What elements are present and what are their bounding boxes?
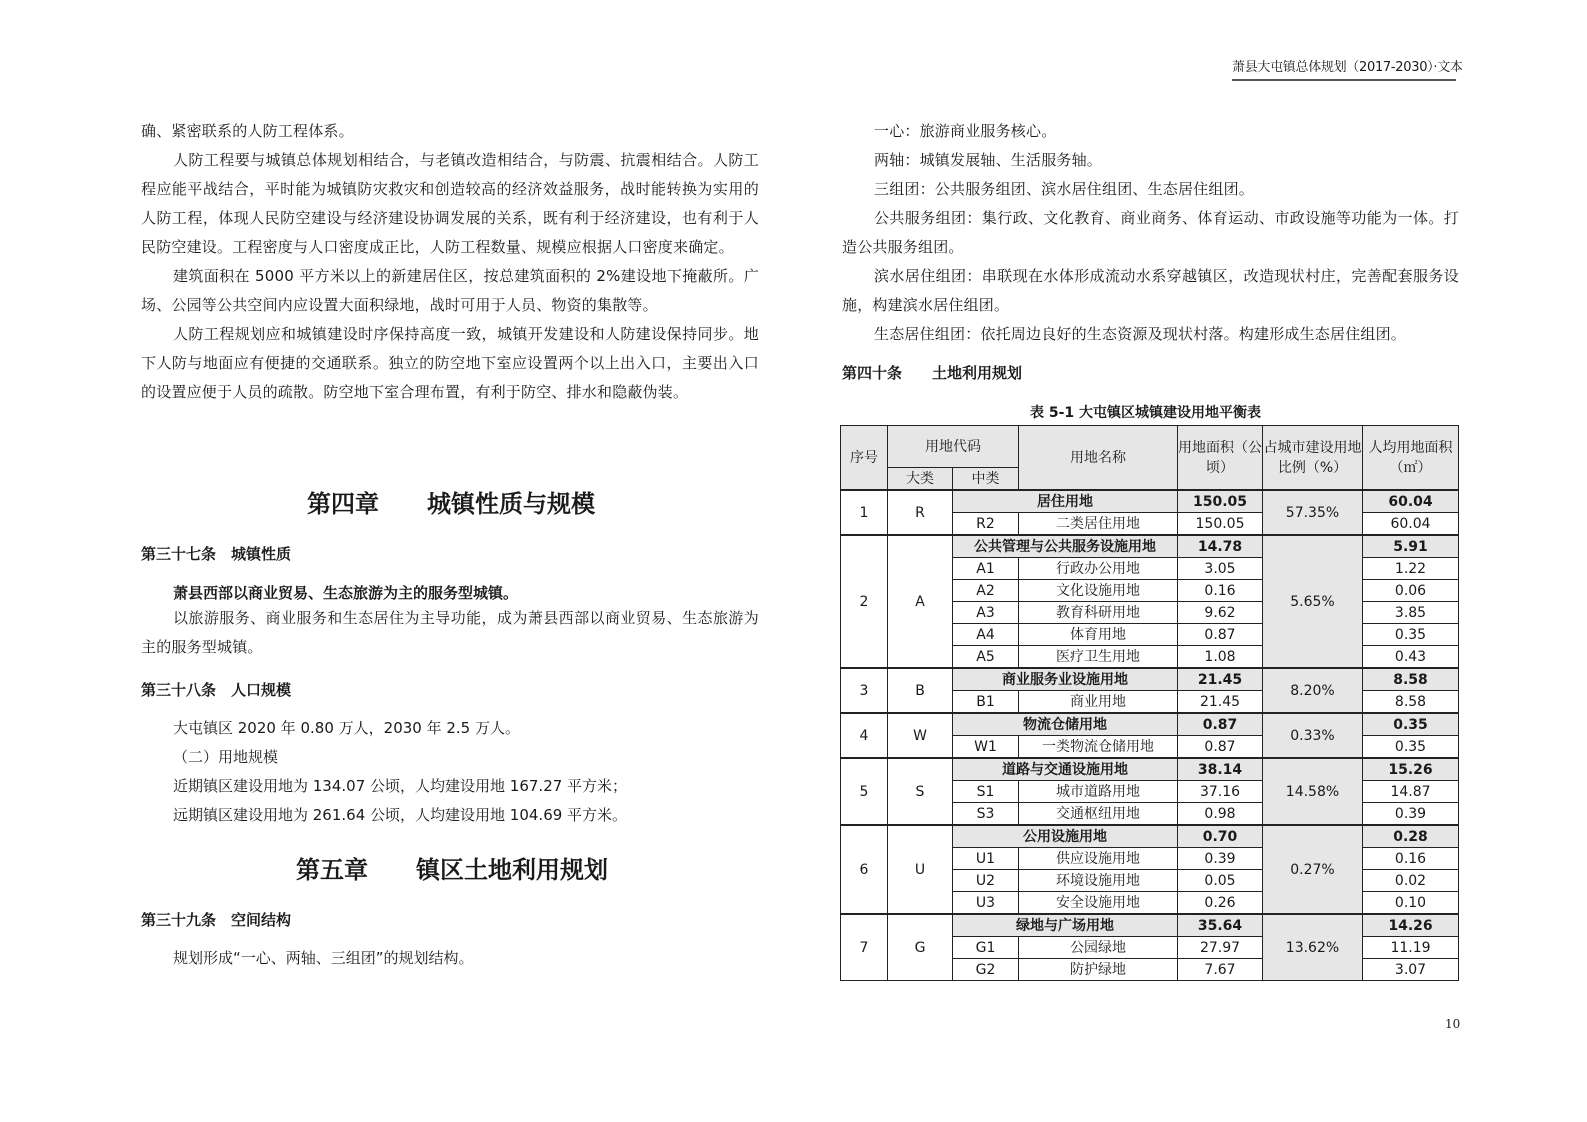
land-balance-table (840, 425, 1459, 981)
cell-area: 21.45 (1178, 691, 1263, 714)
cell-area: 150.05 (1178, 513, 1263, 536)
cell-group-per-capita: 0.35 (1363, 713, 1459, 736)
table-group-row (841, 825, 1459, 848)
cell-name: 防护绿地 (1019, 959, 1178, 981)
cell-mid: A4 (953, 624, 1019, 646)
header-name: 用地名称 (1019, 426, 1178, 491)
cell-mid: R2 (953, 513, 1019, 536)
header-major: 大类 (888, 468, 953, 491)
cell-no: 1 (841, 490, 888, 535)
chapter-heading: 第四章 城镇性质与规模 (307, 490, 595, 518)
cell-group-per-capita: 15.26 (1363, 758, 1459, 781)
cell-area: 1.08 (1178, 646, 1263, 669)
cell-group-area: 0.87 (1178, 713, 1263, 736)
cell-ratio: 14.58% (1263, 758, 1363, 825)
cell-group-name: 商业服务业设施用地 (953, 668, 1178, 691)
page-number: 10 (1445, 1017, 1461, 1031)
article-heading: 第三十八条 人口规模 (141, 681, 292, 699)
table-group-row (841, 535, 1459, 558)
cell-area: 7.67 (1178, 959, 1263, 981)
cell-no: 3 (841, 668, 888, 713)
cell-area: 0.26 (1178, 892, 1263, 915)
table-group-row (841, 914, 1459, 937)
article-heading: 第三十九条 空间结构 (141, 911, 292, 929)
paragraph: 近期镇区建设用地为 134.07 公顷，人均建设用地 167.27 平方米； (173, 777, 628, 795)
cell-per-capita: 0.06 (1363, 580, 1459, 602)
paragraph: 确、紧密联系的人防工程体系。 (141, 122, 354, 140)
cell-group-area: 21.45 (1178, 668, 1263, 691)
sub-heading: （二）用地规模 (173, 748, 279, 766)
header-mid: 中类 (953, 468, 1019, 491)
paragraph-block (141, 604, 759, 662)
header-area: 用地面积（公顷） (1178, 426, 1263, 491)
header-code: 用地代码 (888, 426, 1019, 468)
cell-per-capita: 60.04 (1363, 513, 1459, 536)
cell-name: 一类物流仓储用地 (1019, 736, 1178, 759)
header-no: 序号 (841, 426, 888, 491)
paragraph: 公共服务组团：集行政、文化教育、商业商务、体育运动、市政设施等功能为一体。打造公共服务组团。 (842, 209, 1459, 256)
cell-per-capita: 0.35 (1363, 736, 1459, 759)
cell-name: 二类居住用地 (1019, 513, 1178, 536)
paragraph: 规划形成“一心、两轴、三组团”的规划结构。 (173, 949, 474, 967)
cell-mid: U2 (953, 870, 1019, 892)
cell-group-name: 物流仓储用地 (953, 713, 1178, 736)
cell-group-per-capita: 8.58 (1363, 668, 1459, 691)
cell-mid: A2 (953, 580, 1019, 602)
cell-area: 3.05 (1178, 558, 1263, 580)
cell-ratio: 57.35% (1263, 490, 1363, 535)
header-ratio: 占城市建设用地比例（%） (1263, 426, 1363, 491)
header-per-capita: 人均用地面积（㎡） (1363, 426, 1459, 491)
cell-mid: U3 (953, 892, 1019, 915)
paragraph: 以旅游服务、商业服务和生态居住为主导功能，成为萧县西部以商业贸易、生态旅游为主的服务型城镇。 (141, 609, 759, 656)
cell-mid: U1 (953, 848, 1019, 870)
cell-no: 7 (841, 914, 888, 981)
paragraph: 三组团：公共服务组团、滨水居住组团、生态居住组团。 (874, 180, 1255, 198)
cell-group-name: 绿地与广场用地 (953, 914, 1178, 937)
cell-group-area: 14.78 (1178, 535, 1263, 558)
table-caption: 表 5-1 大屯镇区城镇建设用地平衡表 (1030, 405, 1262, 421)
right-column (842, 117, 1459, 349)
cell-area: 0.87 (1178, 736, 1263, 759)
paragraph: 生态居住组团：依托周边良好的生态资源及现状村落。构建形成生态居住组团。 (874, 325, 1407, 343)
cell-mid: A5 (953, 646, 1019, 669)
cell-name: 安全设施用地 (1019, 892, 1178, 915)
cell-group-per-capita: 0.28 (1363, 825, 1459, 848)
paragraph: 建筑面积在 5000 平方米以上的新建居住区，按总建筑面积的 2%建设地下掩蔽所。广场、公园等公共空间内应设置大面积绿地，战时可用于人员、物资的集散等。 (141, 267, 759, 314)
table-group-row (841, 668, 1459, 691)
paragraph: 远期镇区建设用地为 261.64 公顷，人均建设用地 104.69 平方米。 (173, 806, 628, 824)
paragraph: 一心：旅游商业服务核心。 (874, 122, 1057, 140)
cell-name: 行政办公用地 (1019, 558, 1178, 580)
cell-per-capita: 0.16 (1363, 848, 1459, 870)
cell-major: G (888, 914, 953, 981)
cell-per-capita: 14.87 (1363, 781, 1459, 803)
cell-no: 6 (841, 825, 888, 914)
cell-group-area: 38.14 (1178, 758, 1263, 781)
cell-area: 0.87 (1178, 624, 1263, 646)
cell-major: S (888, 758, 953, 825)
cell-ratio: 13.62% (1263, 914, 1363, 981)
cell-mid: S3 (953, 803, 1019, 826)
cell-major: R (888, 490, 953, 535)
cell-no: 2 (841, 535, 888, 668)
cell-name: 商业用地 (1019, 691, 1178, 714)
cell-per-capita: 0.02 (1363, 870, 1459, 892)
cell-area: 9.62 (1178, 602, 1263, 624)
cell-mid: S1 (953, 781, 1019, 803)
cell-group-name: 公共管理与公共服务设施用地 (953, 535, 1178, 558)
cell-per-capita: 3.85 (1363, 602, 1459, 624)
left-column (141, 117, 759, 407)
cell-ratio: 0.33% (1263, 713, 1363, 758)
cell-group-area: 35.64 (1178, 914, 1263, 937)
cell-per-capita: 0.39 (1363, 803, 1459, 826)
cell-area: 0.16 (1178, 580, 1263, 602)
cell-name: 公园绿地 (1019, 937, 1178, 959)
cell-group-per-capita: 60.04 (1363, 490, 1459, 513)
cell-group-name: 公用设施用地 (953, 825, 1178, 848)
cell-per-capita: 0.10 (1363, 892, 1459, 915)
cell-no: 4 (841, 713, 888, 758)
cell-major: U (888, 825, 953, 914)
cell-per-capita: 1.22 (1363, 558, 1459, 580)
table-group-row (841, 758, 1459, 781)
paragraph: 滨水居住组团：串联现在水体形成流动水系穿越镇区，改造现状村庄，完善配套服务设施，构建滨水居住组团。 (842, 267, 1459, 314)
cell-per-capita: 0.35 (1363, 624, 1459, 646)
paragraph: 人防工程规划应和城镇建设时序保持高度一致，城镇开发建设和人防建设保持同步。地下人防与地面应有便捷的交通联系。独立的防空地下室应设置两个以上出入口，主要出入口的设置应便于人员的疏散。防空地下室合理布置，有利于防空、排水和隐蔽伪装。 (141, 325, 759, 401)
cell-name: 供应设施用地 (1019, 848, 1178, 870)
cell-major: B (888, 668, 953, 713)
running-header: 萧县大屯镇总体规划（2017-2030）·文本 (1232, 59, 1456, 81)
paragraph: 两轴：城镇发展轴、生活服务轴。 (874, 151, 1103, 169)
cell-per-capita: 0.43 (1363, 646, 1459, 669)
table-group-row (841, 490, 1459, 513)
article-heading: 第四十条 土地利用规划 (842, 364, 1023, 382)
cell-name: 文化设施用地 (1019, 580, 1178, 602)
cell-area: 0.98 (1178, 803, 1263, 826)
cell-group-per-capita: 14.26 (1363, 914, 1459, 937)
cell-mid: G2 (953, 959, 1019, 981)
cell-name: 医疗卫生用地 (1019, 646, 1178, 669)
table-group-row (841, 713, 1459, 736)
cell-name: 体育用地 (1019, 624, 1178, 646)
paragraph: 大屯镇区 2020 年 0.80 万人，2030 年 2.5 万人。 (173, 719, 520, 737)
cell-group-per-capita: 5.91 (1363, 535, 1459, 558)
cell-per-capita: 11.19 (1363, 937, 1459, 959)
cell-per-capita: 3.07 (1363, 959, 1459, 981)
cell-major: W (888, 713, 953, 758)
cell-no: 5 (841, 758, 888, 825)
cell-mid: A3 (953, 602, 1019, 624)
cell-name: 城市道路用地 (1019, 781, 1178, 803)
cell-area: 0.05 (1178, 870, 1263, 892)
cell-ratio: 5.65% (1263, 535, 1363, 668)
cell-group-area: 0.70 (1178, 825, 1263, 848)
cell-per-capita: 8.58 (1363, 691, 1459, 714)
bold-statement: 萧县西部以商业贸易、生态旅游为主的服务型城镇。 (173, 584, 519, 602)
cell-name: 环境设施用地 (1019, 870, 1178, 892)
cell-group-name: 居住用地 (953, 490, 1178, 513)
cell-name: 交通枢纽用地 (1019, 803, 1178, 826)
cell-mid: A1 (953, 558, 1019, 580)
cell-group-area: 150.05 (1178, 490, 1263, 513)
cell-area: 37.16 (1178, 781, 1263, 803)
cell-area: 0.39 (1178, 848, 1263, 870)
cell-mid: B1 (953, 691, 1019, 714)
cell-ratio: 8.20% (1263, 668, 1363, 713)
article-heading: 第三十七条 城镇性质 (141, 545, 292, 563)
cell-ratio: 0.27% (1263, 825, 1363, 914)
cell-area: 27.97 (1178, 937, 1263, 959)
cell-group-name: 道路与交通设施用地 (953, 758, 1178, 781)
cell-mid: G1 (953, 937, 1019, 959)
cell-major: A (888, 535, 953, 668)
chapter-heading: 第五章 镇区土地利用规划 (296, 856, 608, 884)
cell-mid: W1 (953, 736, 1019, 759)
paragraph: 人防工程要与城镇总体规划相结合，与老镇改造相结合，与防震、抗震相结合。人防工程应能平战结合，平时能为城镇防灾救灾和创造较高的经济效益服务，战时能转换为实用的人防工程，体现人民防空建设与经济建设协调发展的关系，既有利于经济建设，也有利于人民防空建设。工程密度与人口密度成正比，人防工程数量、规模应根据人口密度来确定。 (141, 151, 759, 256)
cell-name: 教育科研用地 (1019, 602, 1178, 624)
